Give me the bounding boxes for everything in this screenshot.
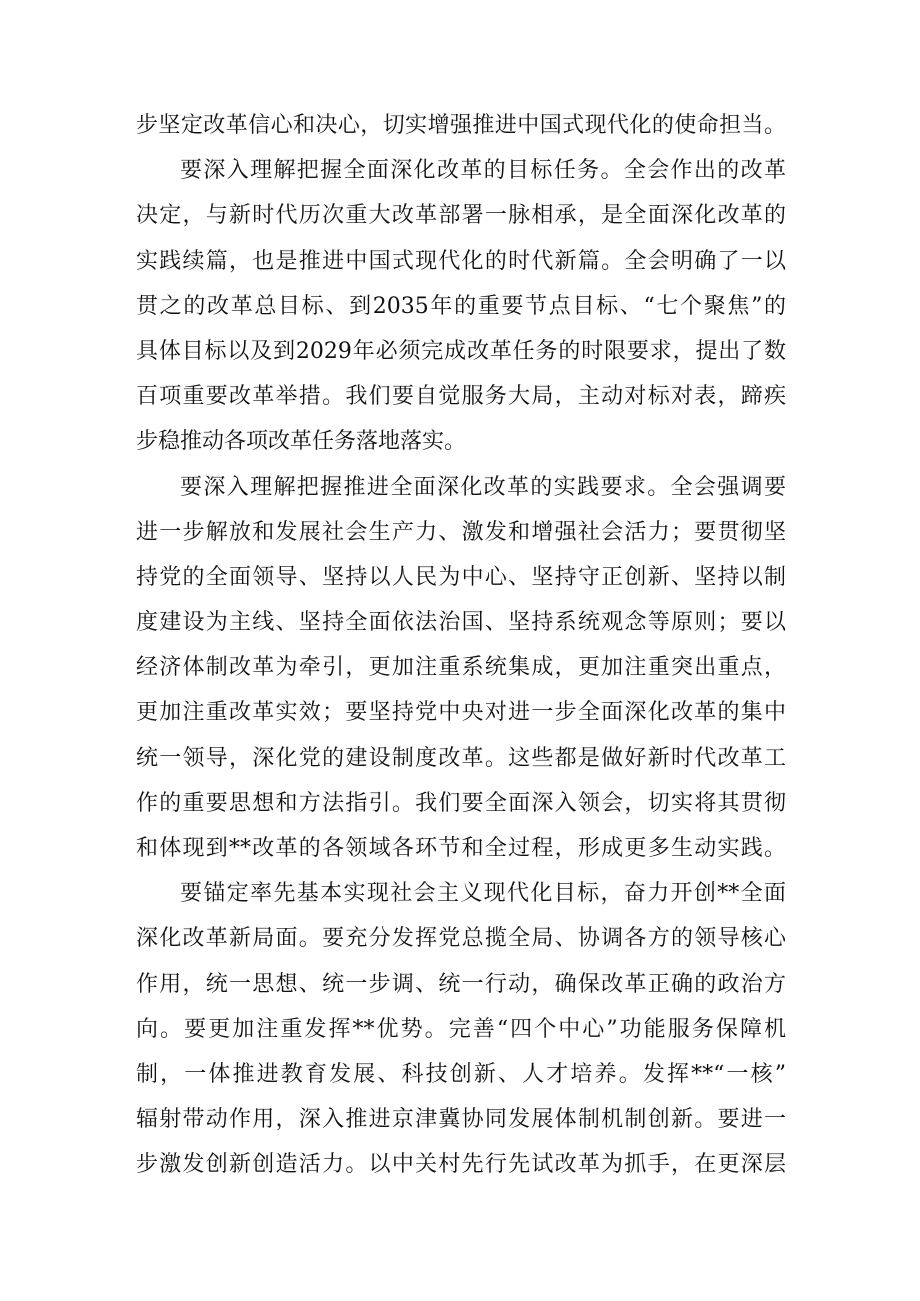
text-line: 决定，与新时代历次重大改革部署一脉相承，是全面深化改革的 xyxy=(136,203,786,229)
text-line: 作用，统一思想、统一步调、统一行动，确保改革正确的政治方 xyxy=(136,971,786,997)
paragraph-end-line: 步稳推动各项改革任务落地落实。 xyxy=(136,429,467,455)
text-line: 实践续篇，也是推进中国式现代化的时代新篇。全会明确了一以 xyxy=(136,248,786,274)
text-line: 步激发创新创造活力。以中关村先行先试改革为抓手，在更深层 xyxy=(136,1152,786,1178)
text-line: 经济体制改革为牵引，更加注重系统集成，更加注重突出重点， xyxy=(136,655,786,681)
text-line: 统一领导，深化党的建设制度改革。这些都是做好新时代改革工 xyxy=(136,745,786,771)
text-line: 更加注重改革实效；要坚持党中央对进一步全面深化改革的集中 xyxy=(136,700,786,726)
text-line: 制，一体推进教育发展、科技创新、人才培养。发挥**“一核” xyxy=(136,1061,786,1087)
text-line: 辐射带动作用，深入推进京津冀协同发展体制机制创新。要进一 xyxy=(136,1107,786,1133)
text-line: 向。要更加注重发挥**优势。完善“四个中心”功能服务保障机 xyxy=(136,1016,786,1042)
text-line: 步坚定改革信心和决心，切实增强推进中国式现代化的使命担当。 xyxy=(136,113,786,138)
paragraph-start-line: 要深入理解把握推进全面深化改革的实践要求。全会强调要 xyxy=(180,474,786,500)
paragraph-start-line: 要深入理解把握全面深化改革的目标任务。全会作出的改革 xyxy=(180,158,786,184)
document-body xyxy=(136,103,786,1188)
text-line: 百项重要改革举措。我们要自觉服务大局，主动对标对表，蹄疾 xyxy=(136,384,786,410)
text-line: 进一步解放和发展社会生产力、激发和增强社会活力；要贯彻坚 xyxy=(136,519,786,545)
paragraph-end-line: 和体现到**改革的各领域各环节和全过程，形成更多生动实践。 xyxy=(136,836,786,861)
paragraph-start-line: 要锚定率先基本实现社会主义现代化目标，奋力开创**全面 xyxy=(180,881,786,907)
text-line: 贯之的改革总目标、到2035年的重要节点目标、“七个聚焦”的 xyxy=(136,293,786,319)
text-line: 具体目标以及到2029年必须完成改革任务的时限要求，提出了数 xyxy=(136,338,786,364)
text-line: 持党的全面领导、坚持以人民为中心、坚持守正创新、坚持以制 xyxy=(136,564,786,590)
text-line: 作的重要思想和方法指引。我们要全面深入领会，切实将其贯彻 xyxy=(136,790,786,816)
text-line: 度建设为主线、坚持全面依法治国、坚持系统观念等原则；要以 xyxy=(136,610,786,636)
text-line: 深化改革新局面。要充分发挥党总揽全局、协调各方的领导核心 xyxy=(136,926,786,952)
